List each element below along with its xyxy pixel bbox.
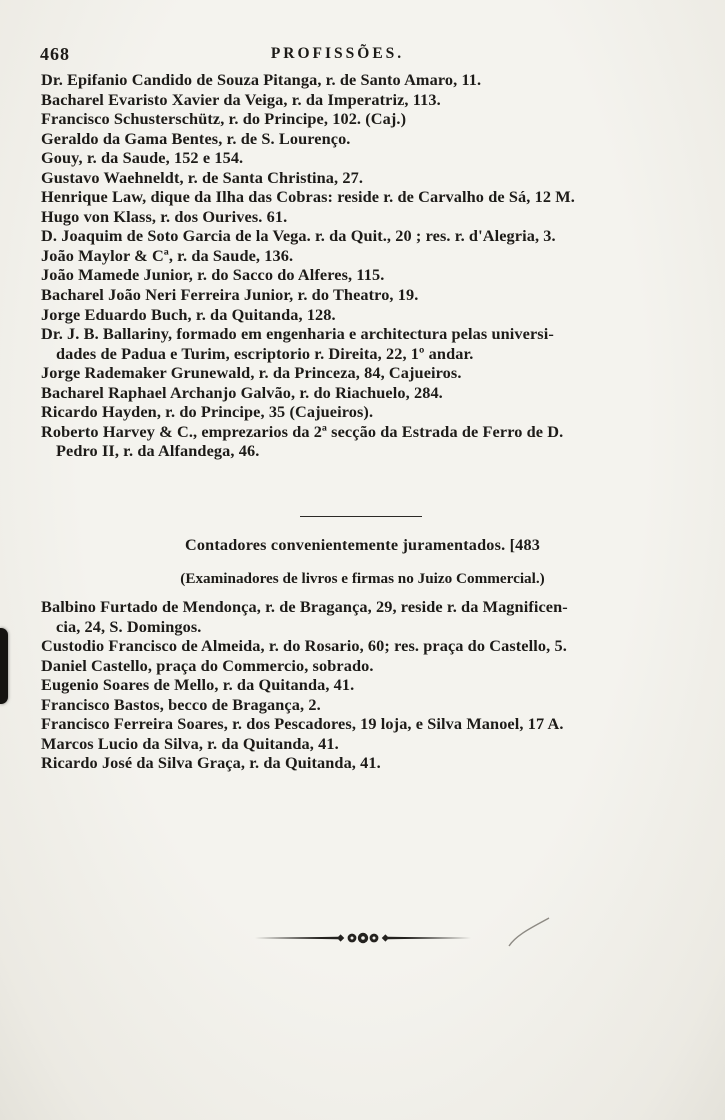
list-line: D. Joaquim de Soto Garcia de la Vega. r. da Quit., 20 ; res. r. d'Alegria, 3. xyxy=(41,226,556,246)
list-line: Hugo von Klass, r. dos Ourives. 61. xyxy=(41,206,288,226)
section-divider-rule xyxy=(300,516,422,517)
list-line: Francisco Schusterschütz, r. do Principe, 102. (Caj.) xyxy=(41,109,407,129)
list-line: Jorge Eduardo Buch, r. da Quitanda, 128. xyxy=(41,304,336,324)
running-head: PROFISSÕES. xyxy=(270,45,405,62)
list-line: Ricardo Hayden, r. do Principe, 35 (Cajueiros). xyxy=(41,402,374,422)
list-line: Bacharel João Neri Ferreira Junior, r. do Theatro, 19. xyxy=(41,285,419,305)
professions-list xyxy=(41,70,713,461)
list-line: Jorge Rademaker Grunewald, r. da Princeza, 84, Cajueiros. xyxy=(41,363,462,383)
list-line: Pedro II, r. da Alfandega, 46. xyxy=(56,441,260,461)
list-line: Dr. Epifanio Candido de Souza Pitanga, r. de Santo Amaro, 11. xyxy=(41,70,482,89)
list-line: Gustavo Waehneldt, r. de Santa Christina, 27. xyxy=(41,167,364,187)
list-line: Roberto Harvey & C., emprezarios da 2ª secção da Estrada de Ferro de D. xyxy=(41,421,564,441)
section-subtitle: (Examinadores de livros e firmas no Juizo Commercial.) xyxy=(180,570,545,587)
list-line: Daniel Castello, praça do Commercio, sobrado. xyxy=(41,655,374,675)
list-line: Balbino Furtado de Mendonça, r. de Bragança, 29, reside r. da Magnificen- xyxy=(41,597,568,616)
list-line: Geraldo da Gama Bentes, r. de S. Lourenço. xyxy=(41,128,351,148)
page-number: 468 xyxy=(40,44,70,64)
list-line: Ricardo José da Silva Graça, r. da Quitanda, 41. xyxy=(41,753,381,773)
list-line: Gouy, r. da Saude, 152 e 154. xyxy=(41,148,244,168)
contadores-list xyxy=(41,597,713,773)
list-line: Marcos Lucio da Silva, r. da Quitanda, 41. xyxy=(41,733,339,753)
list-line: Bacharel Evaristo Xavier da Veiga, r. da Imperatriz, 113. xyxy=(41,89,441,109)
scan-artifact-curl xyxy=(505,916,551,950)
list-line: Dr. J. B. Ballariny, formado em engenharia e architectura pelas universi- xyxy=(41,324,554,344)
list-line: Bacharel Raphael Archanjo Galvão, r. do Riachuelo, 284. xyxy=(41,382,443,402)
list-line: Henrique Law, dique da Ilha das Cobras: reside r. de Carvalho de Sá, 12 M. xyxy=(41,187,575,207)
list-line: dades de Padua e Turim, escriptorio r. Direita, 22, 1º andar. xyxy=(56,343,474,363)
list-line: cia, 24, S. Domingos. xyxy=(56,616,202,636)
scan-artifact-ink-blot xyxy=(0,628,8,704)
list-line: João Mamede Junior, r. do Sacco do Alferes, 115. xyxy=(41,265,385,285)
list-line: Eugenio Soares de Mello, r. da Quitanda, 41. xyxy=(41,675,355,695)
list-line: Custodio Francisco de Almeida, r. do Rosario, 60; res. praça do Castello, 5. xyxy=(41,636,567,656)
end-ornament-icon xyxy=(254,930,472,946)
end-ornament xyxy=(0,930,725,946)
list-line: Francisco Bastos, becco de Bragança, 2. xyxy=(41,694,321,714)
page-header xyxy=(40,44,695,66)
section-title: Contadores convenientemente juramentados. [483 xyxy=(184,536,541,554)
list-line: Francisco Ferreira Soares, r. dos Pescadores, 19 loja, e Silva Manoel, 17 A. xyxy=(41,714,564,734)
list-line: João Maylor & Cª, r. da Saude, 136. xyxy=(41,245,294,265)
